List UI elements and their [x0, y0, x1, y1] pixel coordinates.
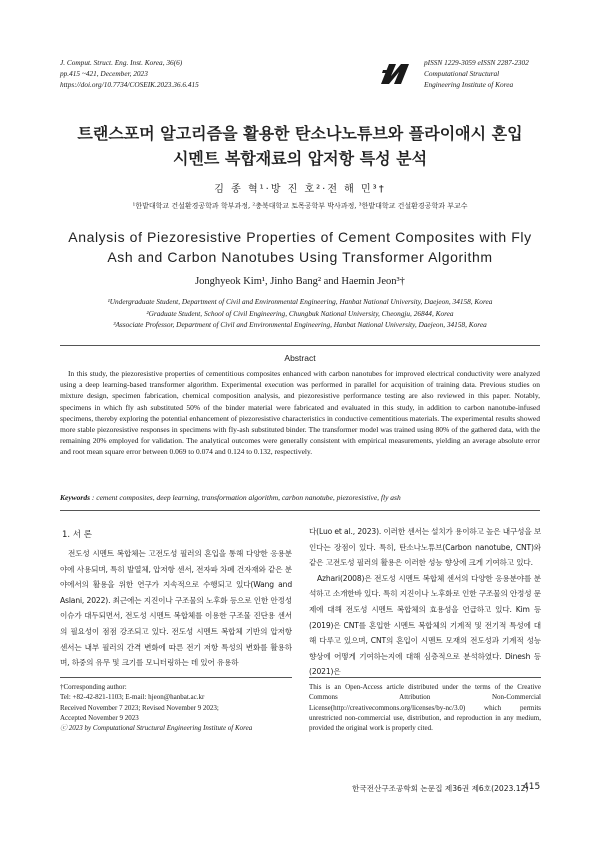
affiliation-1: ¹Undergraduate Student, Department of Civil and Environmental Engineering, Hanbat National University, Daejeon, 34158, Korea — [107, 297, 493, 306]
doi-link[interactable]: https://doi.org/10.7734/COSEIK.2023.36.6.415 — [60, 80, 199, 89]
abstract-bottom-rule — [60, 510, 540, 511]
footnote-rule-right — [309, 677, 541, 678]
intro-paragraph-1: 전도성 시멘트 복합체는 고전도성 필러의 혼입을 통해 다양한 응용분야에 사용되며, 특히 발열체, 압저항 센서, 전자파 차폐 건자재와 같은 분야에서의 활용을 위한 연구가 지속적으로 수행되고 있다(Wang and Aslani, 2022). 최근에는 지진이나 구조물의 노후화 등으로 인한 안정성 이슈가 대두되면서, 전도성 시멘트 복합체를 이용한 구조물 진단용 센서의 필요성이 점점 강조되고 있다. 전도성 시멘트 복합체 기반의 압저항 센서는 내부 필러의 간격 변화에 따른 전기 저항 특성의 변화를 활용하며, 하중의 유무 및 크기를 모니터링하는 데 있어 유용하 — [60, 549, 292, 668]
abstract-body: In this study, the piezoresistive properties of cementitious composites enhanced with carbon nanotubes for improved electrical conductivity were analyzed using a deep learning-based transformer algorithm. Experimental execution was performed in parallel for acquisition of training data. Previous studies on mixture design, specimen fabrication, chemical composition analysis, and piezoresistive performance testing are also reviewed in this paper. Notably, specimens in which fly ash substituted 50% of the binder material were fabricated and evaluated in this study, in addition to carbon nanotube-infused specimens, thereby exploring the potential enhancement of piezoresistive characteristics in conductive cementitious materials. The experimental results showed more stable piezoresistive responses in specimens with fly-ash substituted binder. The transformer model was trained using 80% of the gathered data, with the remaining 20% employed for validation. The analytical outcomes were generally consistent with empirical measurements, yielding an average absolute error and root mean square error between 0.069 to 0.074 and 0.124 to 0.132, respectively. — [60, 369, 540, 457]
intro-paragraph-2: Azhari(2008)은 전도성 시멘트 복합체 센서의 다양한 응용분야를 분석하고 소개한바 있다. 특히 지진이나 노후화로 인한 구조물의 안정성 문제에 대해 전도성 시멘트 복합체의 효용성을 언급하고 있다. Kim 등(2019)은 CNT를 혼입한 시멘트 복합체의 기계적 및 전기적 특성에 대해 다루고 있으며, CNT의 혼입이 시멘트 모재의 전도성과 기계적 성능 향상에 어떻게 기여하는지에 대해 심층적으로 분석하였다. Dinesh 등(2021)은 — [309, 573, 541, 677]
page-footer-journal: 한국전산구조공학회 논문집 제36권 제6호(2023.12) — [352, 784, 529, 793]
institute-name-1: Computational Structural — [424, 69, 500, 78]
abstract-top-rule — [60, 345, 540, 346]
title-english — [50, 227, 550, 267]
journal-citation: J. Comput. Struct. Eng. Inst. Korea, 36(6) — [60, 58, 183, 67]
authors-korean: 김 종 혁¹·방 진 호²·전 해 민³† — [214, 184, 386, 195]
footnote-accepted: Accepted November 9 2023 — [60, 713, 139, 722]
footnote-rule-left — [60, 677, 292, 678]
footnote-contact: Tel: +82-42-821-1103; E-mail: hjeon@hanbat.ac.kr — [60, 693, 205, 702]
affiliation-2: ²Graduate Student, School of Civil Engineering, Chungbuk National University, Cheongju, 26844, Korea — [146, 308, 454, 318]
journal-logo-icon — [379, 60, 411, 86]
corresponding-author-footnote — [60, 682, 300, 733]
title-english-line1: Analysis of Piezoresistive Properties of Cement Composites with Fly — [68, 229, 532, 245]
journal-header-left — [60, 57, 199, 90]
title-english-line2: Ash and Carbon Nanotubes Using Transformer Algorithm — [107, 249, 493, 265]
page-number: 415 — [523, 782, 541, 792]
authors-english: Jonghyeok Kim¹, Jinho Bang² and Haemin Jeon³† — [195, 276, 405, 287]
keywords-list: : cement composites, deep learning, transformation algorithm, carbon nanotube, piezoresistive, fly ash — [90, 493, 401, 502]
page-range: pp.415 ~421, December, 2023 — [60, 69, 148, 78]
title-korean-line2: 시멘트 복합재료의 압저항 특성 분석 — [172, 149, 428, 168]
intro-paragraph-continued: 다(Luo et al., 2023). 이러한 센서는 설치가 용이하고 높은 내구성을 보인다는 장점이 있다. 특히, 탄소나노튜브(Carbon nanotube, CNT)와 같은 고전도성 필러의 활용은 이러한 성능 향상에 크게 기여하고 있다. — [309, 527, 541, 568]
keywords — [60, 493, 540, 502]
journal-header-right — [424, 57, 529, 90]
affiliation-3: ³Associate Professor, Department of Civil and Environmental Engineering, Hanbat National University, Daejeon, 34158, Korea — [113, 320, 487, 329]
left-column — [60, 546, 292, 671]
affiliations-korean: ¹한밭대학교 건설환경공학과 학부과정, ²충북대학교 토목공학부 박사과정, ³한밭대학교 건설환경공학과 부교수 — [132, 202, 468, 210]
footnote-line-1: †Corresponding author: — [60, 683, 127, 691]
institute-name-2: Engineering Institute of Korea — [424, 80, 514, 89]
title-korean-line1: 트랜스포머 알고리즘을 활용한 탄소나노튜브와 플라이애시 혼입 — [77, 124, 523, 143]
footnote-received: Received November 7 2023; Revised November 9 2023; — [60, 703, 219, 712]
title-korean — [40, 121, 560, 171]
section-heading-introduction: 1. 서 론 — [62, 530, 92, 540]
keywords-label: Keywords — [60, 493, 90, 502]
open-access-notice: This is an Open-Access article distributed under the terms of the Creative Commons Attribution Non-Commercial License(http://creativecommons.org/licenses/by-nc/3.0) which permits unrestricted non-commercial use, distribution, and reproduction in any medium, provided the original work is properly cited. — [309, 683, 541, 733]
issn: pISSN 1229-3059 eISSN 2287-2302 — [424, 58, 529, 67]
abstract-heading: Abstract — [284, 353, 316, 363]
footnote-copyright: ⓒ 2023 by Computational Structural Engineering Institute of Korea — [60, 724, 253, 733]
affiliations-english — [40, 296, 560, 331]
right-column — [309, 524, 541, 680]
